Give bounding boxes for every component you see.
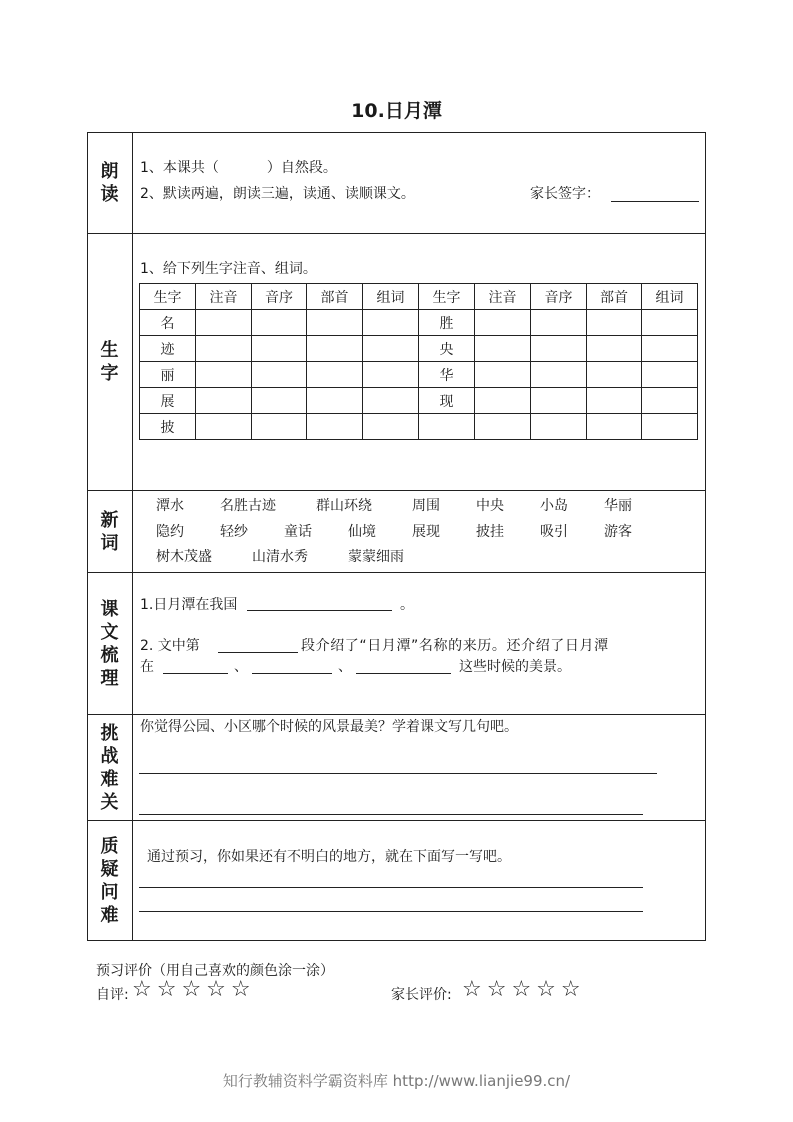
page-title: 10.日月潭 <box>351 100 442 122</box>
answer-cell[interactable] <box>196 414 252 440</box>
column-header: 生字 <box>140 284 196 310</box>
word-item: 树木茂盛 <box>156 549 212 565</box>
footer-watermark: 知行教辅资料学霸资料库 http://www.lianjie99.cn/ <box>222 1072 571 1090</box>
parent-rating-stars[interactable]: ☆☆☆☆☆ <box>462 977 586 1002</box>
answer-cell[interactable] <box>252 336 307 362</box>
answer-cell[interactable] <box>642 362 698 388</box>
row-divider <box>87 820 706 821</box>
answer-cell[interactable] <box>531 336 587 362</box>
table-header-row <box>140 284 698 310</box>
answer-cell[interactable] <box>587 362 642 388</box>
row-divider <box>87 233 706 234</box>
reading-question-2: 2、默读两遍，朗读三遍，读通、读顺课文。 <box>140 186 415 202</box>
character-cell: 丽 <box>140 362 196 388</box>
word-item: 展现 <box>412 524 440 540</box>
row-divider <box>87 490 706 491</box>
word-item: 周围 <box>412 498 440 514</box>
word-item: 小岛 <box>540 498 568 514</box>
reading-question-1: 1、本课共（ ）自然段。 <box>140 160 337 176</box>
word-item: 吸引 <box>540 524 568 540</box>
table-row <box>140 336 698 362</box>
section-label-outline: 课 文 梳 理 <box>100 598 119 689</box>
outline-question-2-line2: 在 <box>140 659 154 675</box>
column-header: 注音 <box>196 284 252 310</box>
table-row <box>140 362 698 388</box>
answer-cell[interactable] <box>307 388 363 414</box>
challenge-prompt: 你觉得公园、小区哪个时候的风景最美？学着课文写几句吧。 <box>140 719 518 735</box>
column-header: 音序 <box>531 284 587 310</box>
character-cell: 现 <box>419 388 475 414</box>
answer-cell[interactable] <box>307 414 363 440</box>
answer-cell[interactable] <box>587 388 642 414</box>
column-header: 注音 <box>475 284 531 310</box>
character-cell: 展 <box>140 388 196 414</box>
section-label-characters: 生 字 <box>100 340 119 384</box>
table-row <box>140 388 698 414</box>
word-item: 仙境 <box>348 524 376 540</box>
outline-question-2-end: 这些时候的美景。 <box>459 659 571 675</box>
answer-cell[interactable] <box>531 362 587 388</box>
column-header: 部首 <box>307 284 363 310</box>
word-item: 轻纱 <box>220 524 248 540</box>
self-rating-stars[interactable]: ☆☆☆☆☆ <box>132 977 256 1002</box>
answer-cell[interactable] <box>531 414 587 440</box>
section-label-challenge: 挑 战 难 关 <box>100 722 119 813</box>
row-divider <box>87 714 706 715</box>
evaluation-heading: 预习评价（用自己喜欢的颜色涂一涂） <box>96 963 334 979</box>
column-header: 部首 <box>587 284 642 310</box>
answer-cell[interactable] <box>363 310 419 336</box>
writing-line[interactable] <box>139 911 643 912</box>
answer-cell[interactable] <box>363 388 419 414</box>
word-item: 游客 <box>604 524 632 540</box>
answer-cell[interactable] <box>587 336 642 362</box>
answer-cell[interactable] <box>196 388 252 414</box>
answer-cell[interactable] <box>363 414 419 440</box>
location-blank[interactable] <box>247 610 392 611</box>
row-divider <box>87 572 706 573</box>
time-blank-3[interactable] <box>356 673 451 674</box>
word-item: 隐约 <box>156 524 184 540</box>
answer-cell[interactable] <box>307 362 363 388</box>
questions-prompt: 通过预习，你如果还有不明白的地方，就在下面写一写吧。 <box>147 849 511 865</box>
self-evaluation-label: 自评: <box>96 987 129 1003</box>
answer-cell[interactable] <box>252 362 307 388</box>
section-label-questions: 质 疑 问 难 <box>100 836 119 926</box>
character-cell: 央 <box>419 336 475 362</box>
word-item: 潭水 <box>156 498 184 514</box>
outline-question-2-text: 段介绍了“日月潭”名称的来历。还介绍了日月潭 <box>301 638 609 654</box>
answer-cell[interactable] <box>475 388 531 414</box>
character-cell: 胜 <box>419 310 475 336</box>
answer-cell[interactable] <box>196 310 252 336</box>
answer-cell[interactable] <box>196 362 252 388</box>
answer-cell[interactable] <box>642 388 698 414</box>
word-item: 蒙蒙细雨 <box>348 549 404 565</box>
answer-cell[interactable] <box>475 310 531 336</box>
answer-cell[interactable] <box>475 362 531 388</box>
character-cell: 迹 <box>140 336 196 362</box>
characters-instruction: 1、给下列生字注音、组词。 <box>140 261 317 277</box>
word-item: 山清水秀 <box>252 549 308 565</box>
outline-question-1: 1.日月潭在我国 <box>140 597 238 613</box>
separator: 、 <box>338 659 352 675</box>
column-header: 生字 <box>419 284 475 310</box>
table-row <box>140 414 698 440</box>
answer-cell[interactable] <box>475 414 531 440</box>
answer-cell[interactable] <box>307 336 363 362</box>
answer-cell[interactable] <box>363 336 419 362</box>
writing-line[interactable] <box>139 887 643 888</box>
word-item: 华丽 <box>604 498 632 514</box>
outline-q1-end: 。 <box>400 597 414 613</box>
section-label-reading: 朗 读 <box>100 161 119 205</box>
writing-line[interactable] <box>139 814 643 815</box>
answer-cell[interactable] <box>587 414 642 440</box>
table-row <box>140 310 698 336</box>
column-header: 组词 <box>642 284 698 310</box>
separator: 、 <box>234 659 248 675</box>
character-cell: 华 <box>419 362 475 388</box>
writing-line[interactable] <box>139 773 657 774</box>
word-item: 群山环绕 <box>316 498 372 514</box>
word-item: 名胜古迹 <box>220 498 276 514</box>
parent-evaluation-label: 家长评价: <box>391 987 452 1003</box>
answer-cell[interactable] <box>587 310 642 336</box>
answer-cell[interactable] <box>642 336 698 362</box>
character-table <box>139 283 698 440</box>
word-item: 童话 <box>284 524 312 540</box>
answer-cell[interactable] <box>252 414 307 440</box>
parent-signature-label: 家长签字： <box>530 186 600 202</box>
paragraph-number-blank[interactable] <box>218 652 298 653</box>
answer-cell[interactable] <box>531 388 587 414</box>
parent-signature-line[interactable] <box>611 201 699 202</box>
character-cell: 披 <box>140 414 196 440</box>
word-item: 披挂 <box>476 524 504 540</box>
column-header: 组词 <box>363 284 419 310</box>
answer-cell[interactable] <box>363 362 419 388</box>
character-cell <box>419 414 475 440</box>
answer-cell[interactable] <box>642 310 698 336</box>
column-header: 音序 <box>252 284 307 310</box>
answer-cell[interactable] <box>252 388 307 414</box>
outline-question-2-prefix: 2. 文中第 <box>140 638 200 654</box>
time-blank-1[interactable] <box>163 673 228 674</box>
answer-cell[interactable] <box>475 336 531 362</box>
word-item: 中央 <box>476 498 504 514</box>
time-blank-2[interactable] <box>252 673 332 674</box>
answer-cell[interactable] <box>252 310 307 336</box>
answer-cell[interactable] <box>196 336 252 362</box>
character-cell: 名 <box>140 310 196 336</box>
section-label-new-words: 新 词 <box>100 509 119 554</box>
answer-cell[interactable] <box>531 310 587 336</box>
answer-cell[interactable] <box>307 310 363 336</box>
answer-cell[interactable] <box>642 414 698 440</box>
